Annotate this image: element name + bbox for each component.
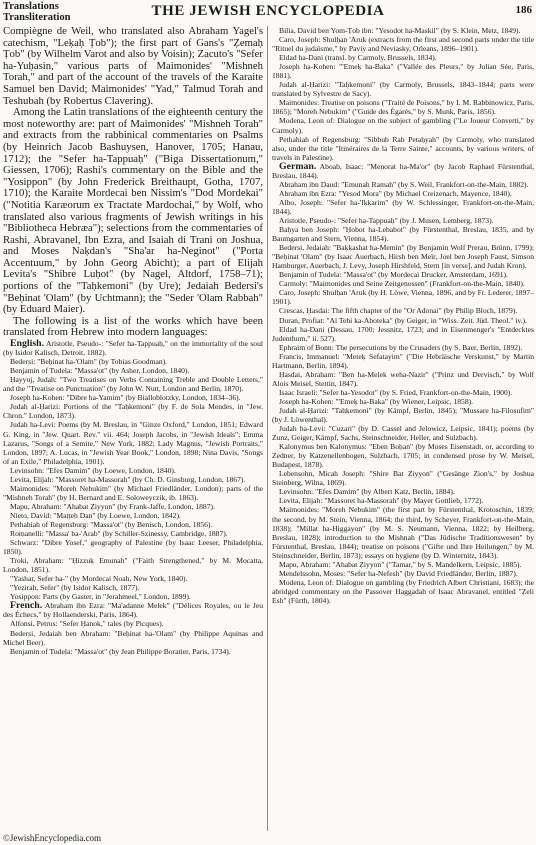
language-heading: English. xyxy=(10,338,45,350)
bibliography-entry xyxy=(272,162,534,180)
entry-text: Abraham ibn Daud: "Emunah Ramah" (by S. Weil, Frankfort-on-the-Main, 1882). xyxy=(279,179,529,189)
right-column xyxy=(272,26,534,831)
bibliography-entry xyxy=(272,62,534,80)
entry-text: Aboab, Isaac: "Menorat ha-Ma'or" (by Jacob Raphael Fürstenthal, Breslau, 1844). xyxy=(272,161,534,180)
entry-text: Judah al-Ḥarizi: "Taḥkemoni" (by Kämpf, Berlin, 1845); "Mussare ha-Filosufim" (by J. Löwenthal). xyxy=(272,405,534,425)
bibliography-entry xyxy=(3,339,263,357)
entry-text: Levita, Elijah: "Massoret ha-Massorah" (by Ch. D. Ginsburg, London, 1867). xyxy=(10,474,246,484)
bibliography-entry xyxy=(3,420,263,465)
entry-text: Pethahiah of Regensburg: "Massa'ot" (by Benisch, London, 1856). xyxy=(10,519,213,529)
entry-text: Caro, Joseph: Shulḥan 'Aruk (extracts from the first and second parts under the title "Rituel du judaïsme," by Paviy and Neviasky, Orleans, 1896–1901). xyxy=(272,35,534,54)
entry-text: Ephraim of Bonn: The persecutions by the Crusaders (by S. Baer, Berlin, 1892). xyxy=(279,342,523,352)
entry-text: Schwarz: "Dibre Yosef," geography of Palestine (by Isaac Leeser, Philadelphia, 1850). xyxy=(3,538,263,557)
bibliography-entry xyxy=(272,279,534,288)
bibliography-entry xyxy=(272,53,534,62)
entry-text: Bedersi: "Beḥinat ha-'Olam" (by Tobias Goodman). xyxy=(10,357,168,367)
bibliography-entry xyxy=(3,375,263,393)
bibliography-entry xyxy=(3,529,263,538)
entry-text: "Yashar, Sefer ha-" (by Mordecai Noah, New York, 1840). xyxy=(10,574,188,584)
entry-text: Eldad ha-Dani (Dessau, 1700; Jessnitz, 1723; and in Eisenmenger's "Entdecktes Judenthum," ii. 527). xyxy=(272,324,534,343)
entry-text: Joseph ha-Kohen: "Dibre ha-Yamim" (by Bialloblotzky, London, 1834–36). xyxy=(10,393,241,403)
entry-text: Maimonides: "Moreh Nebukim" (by Michael Friedländer, London); parts of the "Mishneh Torah" (by H. Bernard and E. Soloweyczik, ib. 1863). xyxy=(3,483,263,502)
entry-text: Maimonides: "Moreh Nebukim" (the first part by Fürstenthal, Krotoschin, 1839; the second, by M. Stein, Vienna, 1864; the third, by Scheyer, Frankfort-on-the-Main, 1838); "Millat ha-Higgayon" (by M. S. Neumann, Vienna, 1822; by Heilberg, Breslau, 1828); introduction to the Mishnah ("Das Jüdische Traditionswesen" by Fürstenthal, Breslau, 1844); treatise on poisons ("Gifte und Ihre Heilungen," by M. Steinschneider, Berlin, 1873); essays on hygiene (by D. Winternitz, 1843). xyxy=(272,505,534,560)
bibliography-entry xyxy=(272,424,534,442)
bibliography-entry xyxy=(272,26,534,35)
entry-text: Judah ha-Levi: "Cuzari" (by D. Cassel and Jelowicz, Leipsic, 1841); poems (by Zunz, Geiger, Kämpf, Sachs, Steinschneider, Heller, and Sulzbach). xyxy=(272,424,534,443)
entry-text: Benjamin of Tudela: "Massa'ot" (by Jean Philippe Boratier, Paris, 1734). xyxy=(10,646,231,656)
bibliography-entry xyxy=(272,116,534,134)
entry-text: Yosippon: Parts (by Gaster, in "Jerahmeel," London, 1899). xyxy=(10,592,191,602)
entry-text: Nieto, David: "Maṭṭeh Dan" (by Loewe, London, 1842). xyxy=(10,510,181,520)
entry-text: Modena, Leon of: Dialogue on the subject of gambling ("Le Joueur Converti," by Carmoly). xyxy=(272,116,534,135)
entry-text: Alfonsi, Petrus: "Sefer Ḥanok," tales (by Picques). xyxy=(10,619,164,629)
entry-text: Troki, Abraham: "Ḥizzuḳ Emunah" ("Faith Strengthened," by M. Mocatta, London, 1851). xyxy=(3,556,263,575)
bibliography-entry xyxy=(3,538,263,556)
bibliography-entry xyxy=(3,619,263,628)
entry-text: Bedersi, Jedaiah ben Abraham: "Beḥinat ha-'Olam" (by Philippe Aquinas and Michel Beer). xyxy=(3,628,263,647)
entry-text: Caro, Joseph: Shulḥan 'Aruk (by H. Löwe, Vienna, 1896, and by Fr. Lederer, 1897–1901). xyxy=(272,288,534,307)
language-heading: French. xyxy=(10,600,43,612)
entry-text: Carmoly: "Maimonides und Seine Zeitgenossen" (Frankfort-on-the-Main, 1840). xyxy=(279,279,525,289)
bibliography-entry xyxy=(272,560,534,569)
bibliography-entry xyxy=(272,270,534,279)
entry-text: Eldad ha-Dani (transl. by Carmoly, Brussels, 1834). xyxy=(279,53,437,63)
entry-text: Bedersi, Jedaiah: "Baḳḳashat ha-Memin" (by Benjamin Wolf Prerau, Brünn, 1799); "Beḥinat 'Olam" (by Isaac Auerbach, Hirsh ben Meïr, Joel ben Joseph Faust, Simson Hamburger, Auerbach, J. Levy, Joseph Hirshfeld, Stern [in verse], and Judah Kron). xyxy=(272,243,534,271)
language-heading: German. xyxy=(279,160,317,172)
bibliography-entry xyxy=(272,198,534,216)
bibliography-entry xyxy=(3,574,263,583)
bibliography-entry xyxy=(272,306,534,315)
entry-text: Judah ha-Levi: Poems (by M. Breslau, in "Ginze Oxford," London, 1851; Edward G. King, in "Jew. Quart. Rev." vii. 464; Joseph Jacobs, in "Jewish Ideals"; Emma Lazarus, "Songs of a Semite," New York, 1882; Lady Magnus, "Jewish Portraits," London, 1897; A. Lucas, in "Jewish Year Book," London, 1898; Nina Davis, "Songs of an Exile," Philadelphia, 1901). xyxy=(3,420,263,466)
page-header xyxy=(0,0,536,26)
bibliography-entry xyxy=(3,601,263,619)
entry-text: Benjamin of Tudela: "Massa'ot" (by Mordecai Drucker, Amsterdam, 1691). xyxy=(279,270,508,280)
entry-text: Ḥayyuj, Judah: "Two Treatises on Verbs Containing Treble and Double Letters," and the "Treatise on Punctuation" (by John W. Nutt, London and Berlin, 1870). xyxy=(3,375,263,394)
entry-text: Levinsohn: "Efes Damim" (by Loewe, London, 1840). xyxy=(10,465,176,475)
body-paragraph: The following is a list of the works which have been translated from Hebrew into modern languages: xyxy=(3,314,263,339)
entry-text: Joseph ha-Kohen: "'Emeḳ ha-Baka" ("Vallée des Pleurs," by Julian Sée, Paris, 1881). xyxy=(272,62,534,81)
entry-text: Joseph ha-Kohen: "'Emeḳ ha-Baka" (by Wiener, Leipsic, 1858). xyxy=(279,396,474,406)
entry-text: Benjamin of Tudela: "Massa'ot" (by Asher, London, 1840). xyxy=(10,366,190,376)
bibliography-entry xyxy=(272,569,534,578)
entry-text: Albo, Joseph: "Sefer ha-'Iḳḳarim" (by W. Schlessinger, Frankfort-on-the-Main, 1844). xyxy=(272,197,534,216)
bibliography-entry xyxy=(272,370,534,388)
entry-text: Mapu, Abraham: "Ahabat Ẓiyyon" (by Frank-Jaffe, London, 1887). xyxy=(10,501,215,511)
bibliography-entry xyxy=(272,135,534,162)
bibliography-entry xyxy=(3,520,263,529)
bibliography-entry xyxy=(3,502,263,511)
bibliography-entry xyxy=(3,629,263,647)
bibliography-entry xyxy=(272,316,534,325)
entry-text: Judah al-Ḥarizi: Portions of the "Taḥkemoni" (by F. de Sola Mendes, in "Jew. Chron." London, 1873). xyxy=(3,402,263,421)
entry-text: Judah al-Ḥarizi: "Taḥkemoni" (by Carmoly, Brussels, 1843–1844; parts were translated by Sylvestre de Sacy). xyxy=(272,80,534,99)
entry-text: Maimonides: Treatise on poisons ("Traité de Poisons," by I. M. Rabbinowicz, Paris, 1865); "Moreh Nebukim" ("Guide des Égarés," by S. Munk, Paris, 1856). xyxy=(272,98,534,117)
copyright-footer: ©JewishEncyclopedia.com xyxy=(3,833,102,843)
entry-text: Kalonymus ben Kalonymus: "Eben Boḥan" (by Moses Eisenstadt, or, according to Zedner, by Katzenellenbogen, Sulzbach, 1705; in condensed prose by W. Meisel, Budapest, 1878). xyxy=(272,442,534,470)
bibliography-entry xyxy=(272,397,534,406)
bibliography-entry xyxy=(272,243,534,270)
entry-text: Lebensohn, Micah Joseph: "Shire Bat Ẓiyyon" ("Gesänge Zion's," by Joshua Steinberg, Wilna, 1869). xyxy=(272,469,534,488)
entry-text: Pethahiah of Regensburg: "Sibbub Rab Petaḥyah" (by Carmoly, who translated also, under the title "Itinéraires de la Terre Sainte," accounts, by various writers, of travels in Palestine). xyxy=(272,134,534,162)
bibliography-entry xyxy=(272,80,534,98)
entry-text: Levita, Elijah: "Massoret ha-Massorah" (by Mayer Gottlieb, 1772). xyxy=(279,496,484,506)
bibliography-entry xyxy=(3,484,263,502)
bibliography-entry xyxy=(3,583,263,592)
bibliography-entry xyxy=(272,325,534,343)
bibliography-entry xyxy=(272,487,534,496)
bibliography-entry xyxy=(272,288,534,306)
entry-text: Abraham ibn Ezra: "Ma'adanne Melek" ("Délices Royales, ou le Jeu des Échecs," by Hollaenderski, Paris, 1864). xyxy=(3,601,263,620)
bibliography-entry xyxy=(3,475,263,484)
entry-text: Francis, Immanuel: "Meteḳ Sefatayim" ("Die Hebräische Verskunst," by Martin Hartmann, Berlin, 1894). xyxy=(272,351,534,370)
left-column xyxy=(3,26,263,831)
bibliography-entry xyxy=(272,388,534,397)
bibliography-entry xyxy=(272,406,534,424)
running-head-line-1: Translations xyxy=(3,1,59,12)
entry-text: Isaac Israeli: "Sefer ha-Yesodot" (by S. Fried, Frankfort-on-the-Main, 1900). xyxy=(279,387,513,397)
entry-text: Mapu, Abraham: "Ahabat Ẓiyyon" ("Tamar," by S. Mandelkern, Leipsic, 1885). xyxy=(279,559,522,569)
publication-title: THE JEWISH ENCYCLOPEDIA xyxy=(151,3,385,19)
bibliography-entry xyxy=(272,469,534,487)
bibliography-entry xyxy=(3,466,263,475)
bibliography-entry xyxy=(272,343,534,352)
column-divider xyxy=(267,26,268,831)
bibliography-entry xyxy=(3,366,263,375)
entry-text: Aristotle, Pseudo-: "Sefer ha-Tappuaḥ" (by J. Musen, Lemberg, 1873). xyxy=(279,215,494,225)
bibliography-entry xyxy=(3,357,263,366)
entry-text: Aristotle, Pseudo-: "Sefer ha-Tappuaḥ," on the immortality of the soul (by Isidor Kalisch, Detroit, 1882). xyxy=(3,339,263,358)
bibliography-entry xyxy=(3,647,263,656)
running-head-line-2: Transliteration xyxy=(3,12,71,23)
bibliography-entry xyxy=(272,225,534,243)
entry-text: Abraham ibn Ezra: "Yesod Mora" (by Michael Creizenach, Mayence, 1840). xyxy=(279,188,512,198)
entry-text: Modena, Leon of: Dialogue on gambling (by Friedrich Albert Christiani, 1683); the abridged commentary on the Passover Haggadah of Isaac Abravanel, entitled "Ẓeli Esh" (Fürth, 1804). xyxy=(272,577,534,605)
entry-text: Bilia, David ben Yom-Ṭob ibn: "Yesodot ha-Maskil" (by S. Klein, Metz, 1849). xyxy=(279,26,521,35)
bibliography-entry xyxy=(272,352,534,370)
bibliography-entry xyxy=(272,496,534,505)
body-paragraph: Among the Latin translations of the eighteenth century the most noteworthy are: part of Maimonides' "Mishneh Torah" and extracts from the rabbinical commentaries on Psalms (by Heinrich Jacob Bashuysen, Hanover, 1705; Hanau, 1712); the "Sefer ha-Tappuaḥ" ("Biga Dissertationum," Giessen, 1706); Rashi's commentary on the Bible and the "Yosippon" (by John Frederick Breithaupt, Gotha, 1707, 1710); the Karaite Mordecai ben Nissim's "Dod Mordekai" ("Notitia Karæorum ex Tractate Mardochai," by Wolf, who translated also various fragments of Jewish writings in his "Bibliotheca Hebræa"); selections from the commentaries of Rashi, Abravanel, Ibn Ezra, and Isaiah di Trani on Joshua, and Moses Naḳdan's "Sha'ar ha-Neginot" ("Porta Accentuum," by John Georg Abicht); a part of Elijah Levita's "Shibre Luḥot" (by Nagel, Altdorf, 1758–71); portions of the "Taḥkemoni" (by Ure); Jedaiah Bedersi's "Beḥinat 'Olam" (by Uchtmann); the "Seder 'Olam Rabbah" (by Eduard Maier). xyxy=(3,106,263,316)
entry-text: Baḥya ben Joseph: "Ḥobot ha-Lebabot" (by Fürstenthal, Breslau, 1835, and by Baumgarten and Stern, Vienna, 1854). xyxy=(272,225,534,244)
entry-text: Ḥasdai, Abraham: "Ben ha-Melek weha-Nazir" ("Prinz und Dervisch," by Wolf Alois Meisel, Stettin, 1847). xyxy=(272,369,534,388)
entry-text: Duran, Profiat: "Al Tehi ka-Aboteka" (by Geiger, in "Wiss. Zeit. Jüd. Theol." iv.). xyxy=(279,315,527,325)
bibliography-entry xyxy=(3,393,263,402)
bibliography-entry xyxy=(272,180,534,189)
bibliography-entry xyxy=(272,216,534,225)
bibliography-entry xyxy=(272,35,534,53)
bibliography-entry xyxy=(272,578,534,605)
bibliography-entry xyxy=(272,442,534,469)
bibliography-entry xyxy=(3,402,263,420)
entry-text: Romanelli: "Massa' ba-'Arab" (by Schiller-Szinessy, Cambridge, 1887). xyxy=(10,529,228,539)
bibliography-entry xyxy=(272,189,534,198)
bibliography-entry xyxy=(3,511,263,520)
bibliography-entry xyxy=(272,98,534,116)
entry-text: Crescas, Ḥasdai: The fifth chapter of the "Or Adonai" (by Philip Bloch, 1879). xyxy=(279,306,518,316)
page-number: 186 xyxy=(515,4,532,16)
entry-text: Levinsohn: "Efes Damim" (by Albert Katz, Berlin, 1884). xyxy=(279,487,455,497)
bibliography-entry xyxy=(272,505,534,559)
entry-text: "Yeẓirah, Sefer" (by Isidor Kalisch, 1877). xyxy=(10,583,140,593)
entry-text: Mendelssohn, Moses: "Sefer ha-Nefesh" (by David Friedländer, Berlin, 1887). xyxy=(279,568,518,578)
body-paragraph: Compiègne de Weil, who translated also Abraham Yagel's catechism, "Leḳaḥ Ṭob"); the first part of Gans's "Ẓemaḥ Ṭob" (by Wilhelm Varot and also by Voisin); Zacuto's "Sefer ha-Yuḥasin," various parts of Maimonides' "Mishneh Torah," and part of the account of the travels of the Karaite Samuel ben David; Maimonides' "Yad," Talmud Torah and Teshubah (by Robertus Clavering). xyxy=(3,26,263,107)
bibliography-entry xyxy=(3,556,263,574)
